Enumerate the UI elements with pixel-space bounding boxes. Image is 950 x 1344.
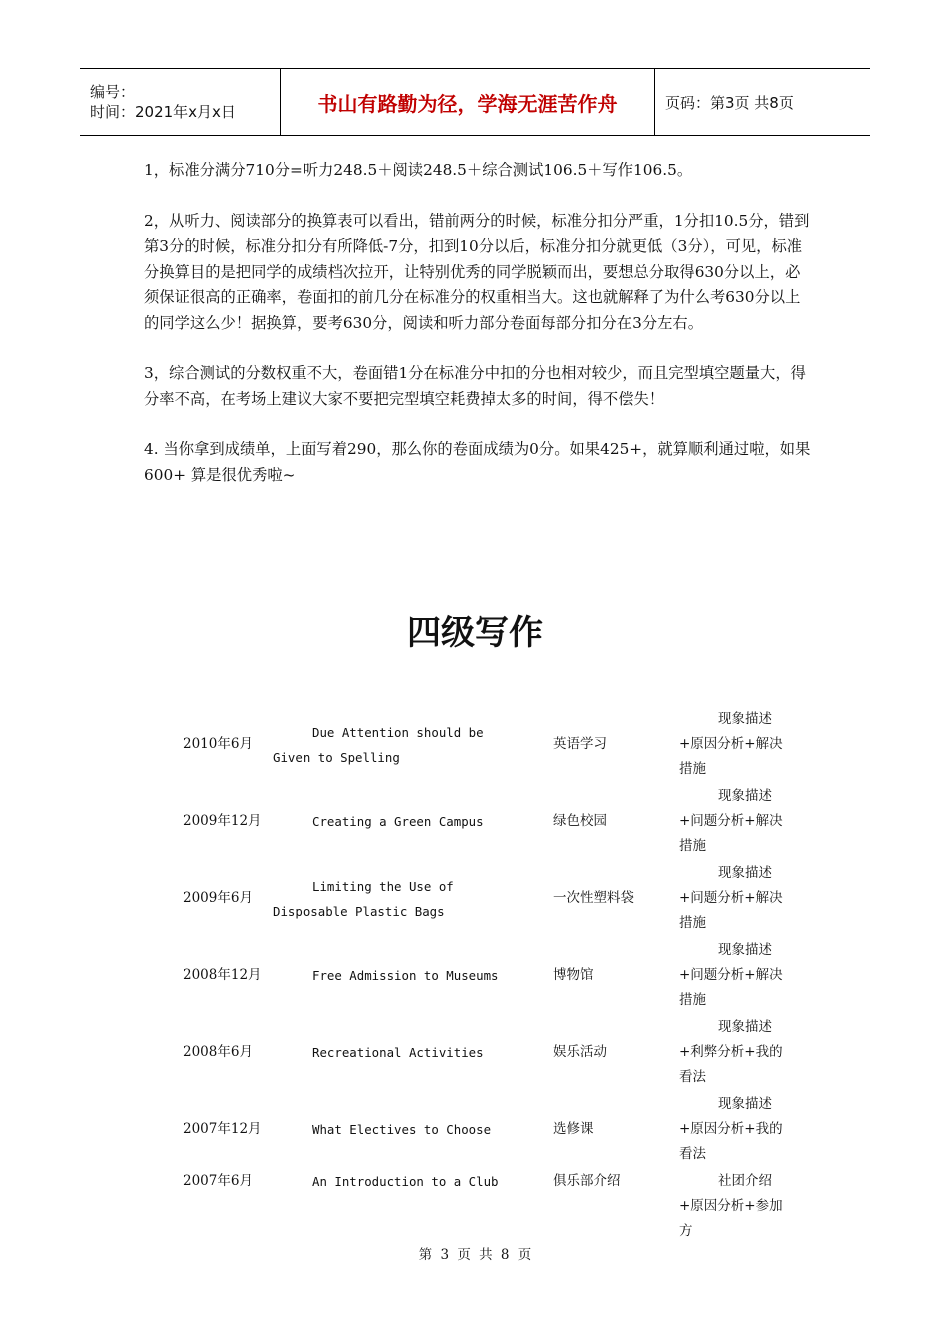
essay-date: 2007年6月	[183, 1173, 253, 1189]
essay-structure: 现象描述+问题分析+解决措施	[679, 788, 783, 854]
essay-table	[183, 707, 803, 1239]
paragraph-4: 4. 当你拿到成绩单，上面写着290，那么你的卷面成绩为0分。如果425+，就算顺利通过啦，如果600+ 算是很优秀啦~	[144, 440, 811, 484]
essay-structure: 现象描述+问题分析+解决措施	[679, 865, 783, 931]
page-header	[80, 68, 870, 136]
essay-category: 娱乐活动	[553, 1044, 607, 1060]
section-title: 四级写作	[407, 613, 543, 653]
table-row	[183, 1092, 803, 1167]
essay-topic-text: Due Attention should be Given to Spelling	[273, 724, 484, 765]
table-row	[183, 861, 803, 936]
table-row	[183, 707, 803, 782]
essay-topic-text: Recreational Activities	[312, 1045, 484, 1060]
essay-date: 2007年12月	[183, 1121, 262, 1137]
essay-topic-text: Limiting the Use of Disposable Plastic Bags	[273, 878, 454, 919]
essay-topic	[273, 1015, 553, 1090]
header-date-label: 时间：2021年x月x日	[90, 103, 236, 121]
table-row	[183, 938, 803, 1013]
header-page-info	[655, 69, 870, 135]
essay-date: 2010年6月	[183, 736, 253, 752]
essay-category: 一次性塑料袋	[553, 890, 634, 906]
essay-topic	[273, 938, 553, 1013]
essay-topic	[273, 707, 553, 782]
header-number-label: 编号：	[90, 83, 136, 101]
table-row	[183, 784, 803, 859]
essay-topic	[273, 1169, 553, 1219]
essay-date: 2008年12月	[183, 967, 262, 983]
essay-topic-text: Free Admission to Museums	[312, 968, 499, 983]
paragraph-2: 2，从听力、阅读部分的换算表可以看出，错前两分的时候，标准分扣分严重，1分扣10.5分，错到第3分的时候，标准分扣分有所降低-7分，扣到10分以后，标准分扣分就更低（3分），可见，标准分换算目的是把同学的成绩档次拉开，让特别优秀的同学脱颖而出，要想总分取得630分以上，必须保证很高的正确率，卷面扣的前几分在标准分的权重相当大。这也就解释了为什么考630分以上的同学这么少！据换算，要考630分，阅读和听力部分卷面每部分扣分在3分左右。	[144, 211, 810, 332]
essay-topic	[273, 784, 553, 859]
essay-category: 选修课	[553, 1121, 594, 1137]
essay-structure: 社团介绍+原因分析+参加方	[679, 1173, 783, 1239]
essay-topic-text: What Electives to Choose	[312, 1122, 492, 1137]
essay-category: 绿色校园	[553, 813, 607, 829]
essay-structure: 现象描述+原因分析+我的看法	[679, 1096, 783, 1162]
table-row	[183, 1015, 803, 1090]
page-footer: 第 3 页 共 8 页	[418, 1247, 532, 1263]
essay-topic	[273, 861, 553, 936]
essay-date: 2008年6月	[183, 1044, 253, 1060]
essay-structure: 现象描述+利弊分析+我的看法	[679, 1019, 783, 1085]
essay-date: 2009年6月	[183, 890, 253, 906]
essay-category: 俱乐部介绍	[553, 1173, 621, 1189]
header-motto-text: 书山有路勤为径，学海无涯苦作舟	[317, 91, 618, 116]
paragraph-1: 1，标准分满分710分=听力248.5＋阅读248.5＋综合测试106.5＋写作106.5。	[144, 161, 693, 179]
header-page-label: 页码：第3页 共8页	[665, 93, 794, 112]
essay-structure: 现象描述+原因分析+解决措施	[679, 711, 783, 777]
paragraph-3: 3，综合测试的分数权重不大，卷面错1分在标准分中扣的分也相对较少，而且完型填空题量大，得分率不高，在考场上建议大家不要把完型填空耗费掉太多的时间，得不偿失！	[144, 364, 806, 408]
essay-topic	[273, 1092, 553, 1167]
essay-structure: 现象描述+问题分析+解决措施	[679, 942, 783, 1008]
essay-category: 博物馆	[553, 967, 594, 983]
header-meta	[80, 69, 281, 135]
essay-category: 英语学习	[553, 736, 607, 752]
table-row	[183, 1169, 803, 1239]
essay-topic-text: Creating a Green Campus	[312, 814, 484, 829]
header-motto	[281, 69, 655, 135]
score-notes	[144, 158, 812, 513]
essay-date: 2009年12月	[183, 813, 262, 829]
essay-topic-text: An Introduction to a Club	[312, 1174, 499, 1189]
